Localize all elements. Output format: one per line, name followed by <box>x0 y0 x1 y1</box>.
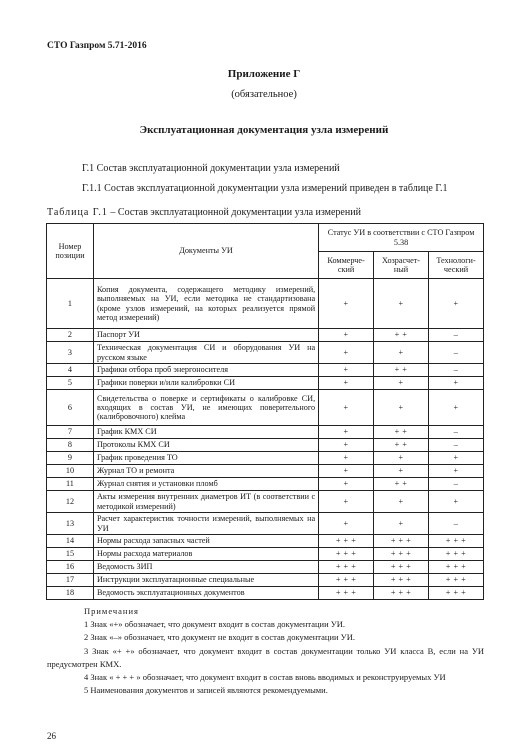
note-item: 1 Знак «+» обозначает, что документ входит в состав документации УИ. <box>84 619 346 630</box>
selfsupport-mark-cell: + + <box>374 329 429 342</box>
document-name-cell: Расчет характеристик точности измерений, выполняемых на УИ <box>93 513 318 535</box>
note-item: 2 Знак «–» обозначает, что документ не входит в состав документации УИ. <box>84 632 355 643</box>
row-number-cell: 1 <box>47 279 94 329</box>
header-commercial: Коммерче-ский <box>319 252 374 279</box>
table-caption-text: – Состав эксплуатационной документации узла измерений <box>107 207 361 218</box>
row-number-cell: 3 <box>47 342 94 364</box>
clause-number: Г.1.1 <box>82 183 102 194</box>
clause-g1 <box>82 163 340 174</box>
technological-mark-cell: – <box>429 329 484 342</box>
document-name-cell: Свидетельства о поверке и сертификаты о калибровке СИ, входящих в состав УИ, не имеющих поверительного (калибровочного) клейма <box>93 390 318 426</box>
technological-mark-cell: + + + <box>429 587 484 600</box>
row-number-cell: 16 <box>47 561 94 574</box>
table-row <box>47 491 484 513</box>
row-number-cell: 4 <box>47 364 94 377</box>
table-row <box>47 548 484 561</box>
selfsupport-mark-cell: + + + <box>374 548 429 561</box>
table-row <box>47 535 484 548</box>
document-name-cell: Журнал снятия и установки пломб <box>93 478 318 491</box>
selfsupport-mark-cell: + + <box>374 478 429 491</box>
note-item: 4 Знак « + + + » обозначает, что документ входит в состав вновь вводимых и реконструируемых УИ <box>84 671 446 682</box>
table-row <box>47 377 484 390</box>
row-number-cell: 7 <box>47 426 94 439</box>
commercial-mark-cell: + <box>319 329 374 342</box>
header-documents: Документы УИ <box>93 224 318 279</box>
header-position-number: Номер позиции <box>47 224 94 279</box>
row-number-cell: 18 <box>47 587 94 600</box>
document-name-cell: Нормы расхода материалов <box>93 548 318 561</box>
appendix-title: Приложение Г <box>227 68 301 80</box>
document-code: СТО Газпром 5.71-2016 <box>47 41 147 51</box>
technological-mark-cell: + <box>429 491 484 513</box>
technological-mark-cell: + <box>429 390 484 426</box>
commercial-mark-cell: + <box>319 390 374 426</box>
commercial-mark-cell: + <box>319 513 374 535</box>
table-row <box>47 390 484 426</box>
notes-heading: Примечания <box>84 606 139 616</box>
document-name-cell: График КМХ СИ <box>93 426 318 439</box>
selfsupport-mark-cell: + <box>374 465 429 478</box>
appendix-status: (обязательное) <box>231 89 297 100</box>
document-name-cell: Ведомость эксплуатационных документов <box>93 587 318 600</box>
selfsupport-mark-cell: + + + <box>374 561 429 574</box>
technological-mark-cell: – <box>429 439 484 452</box>
row-number-cell: 2 <box>47 329 94 342</box>
technological-mark-cell: + <box>429 279 484 329</box>
commercial-mark-cell: + <box>319 279 374 329</box>
document-name-cell: Графики поверки и/или калибровки СИ <box>93 377 318 390</box>
selfsupport-mark-cell: + <box>374 491 429 513</box>
selfsupport-mark-cell: + <box>374 279 429 329</box>
row-number-cell: 10 <box>47 465 94 478</box>
row-number-cell: 9 <box>47 452 94 465</box>
commercial-mark-cell: + <box>319 364 374 377</box>
clause-number: Г.1 <box>82 163 95 174</box>
commercial-mark-cell: + <box>319 478 374 491</box>
selfsupport-mark-cell: + <box>374 452 429 465</box>
technological-mark-cell: + + + <box>429 561 484 574</box>
selfsupport-mark-cell: + <box>374 342 429 364</box>
commercial-mark-cell: + <box>319 439 374 452</box>
commercial-mark-cell: + <box>319 342 374 364</box>
selfsupport-mark-cell: + <box>374 513 429 535</box>
clause-text: Состав эксплуатационной документации узла измерений <box>96 163 340 174</box>
note-item: 3 Знак «+ +» обозначает, что документ входит в состав документации только УИ класса В, если на УИ предусмотрен КМХ. <box>47 645 484 669</box>
table-row <box>47 561 484 574</box>
table-caption <box>47 207 361 218</box>
document-name-cell: Техническая документация СИ и оборудования УИ на русском языке <box>93 342 318 364</box>
document-name-cell: Инструкции эксплуатационные специальные <box>93 574 318 587</box>
technological-mark-cell: + <box>429 377 484 390</box>
commercial-mark-cell: + <box>319 491 374 513</box>
technological-mark-cell: + + + <box>429 535 484 548</box>
table-row <box>47 342 484 364</box>
document-name-cell: График проведения ТО <box>93 452 318 465</box>
document-name-cell: Протоколы КМХ СИ <box>93 439 318 452</box>
selfsupport-mark-cell: + + + <box>374 587 429 600</box>
row-number-cell: 17 <box>47 574 94 587</box>
selfsupport-mark-cell: + + + <box>374 535 429 548</box>
row-number-cell: 5 <box>47 377 94 390</box>
selfsupport-mark-cell: + + <box>374 439 429 452</box>
commercial-mark-cell: + + + <box>319 574 374 587</box>
commercial-mark-cell: + <box>319 465 374 478</box>
table-row <box>47 513 484 535</box>
technological-mark-cell: – <box>429 426 484 439</box>
document-name-cell: Ведомость ЗИП <box>93 561 318 574</box>
row-number-cell: 14 <box>47 535 94 548</box>
header-technological: Технологи-ческий <box>429 252 484 279</box>
document-name-cell: Паспорт УИ <box>93 329 318 342</box>
commercial-mark-cell: + <box>319 426 374 439</box>
row-number-cell: 11 <box>47 478 94 491</box>
note-item: 5 Наименования документов и записей являются рекомендуемыми. <box>84 685 328 696</box>
header-selfsupport: Хозрасчет-ный <box>374 252 429 279</box>
selfsupport-mark-cell: + + + <box>374 574 429 587</box>
technological-mark-cell: – <box>429 478 484 491</box>
technological-mark-cell: – <box>429 513 484 535</box>
table-row <box>47 452 484 465</box>
commercial-mark-cell: + + + <box>319 535 374 548</box>
selfsupport-mark-cell: + <box>374 390 429 426</box>
row-number-cell: 15 <box>47 548 94 561</box>
commercial-mark-cell: + + + <box>319 587 374 600</box>
documentation-table <box>46 223 484 600</box>
header-status: Статус УИ в соответствии с СТО Газпром 5.38 <box>319 224 484 252</box>
document-name-cell: Нормы расхода запасных частей <box>93 535 318 548</box>
section-title: Эксплуатационная документация узла измерений <box>139 124 389 136</box>
clause-text: Состав эксплуатационной документации узла измерений приведен в таблице Г.1 <box>104 183 448 194</box>
document-name-cell: Журнал ТО и ремонта <box>93 465 318 478</box>
table-row <box>47 329 484 342</box>
commercial-mark-cell: + + + <box>319 561 374 574</box>
row-number-cell: 6 <box>47 390 94 426</box>
selfsupport-mark-cell: + <box>374 377 429 390</box>
row-number-cell: 13 <box>47 513 94 535</box>
technological-mark-cell: + <box>429 465 484 478</box>
document-name-cell: Копия документа, содержащего методику измерений, выполняемых на УИ, если методика не стандартизована (кроме узлов измерений, на которых реализуется прямой метод измерений) <box>93 279 318 329</box>
selfsupport-mark-cell: + + <box>374 364 429 377</box>
commercial-mark-cell: + <box>319 452 374 465</box>
clause-g1-1 <box>82 183 448 194</box>
table-row <box>47 587 484 600</box>
technological-mark-cell: + + + <box>429 548 484 561</box>
technological-mark-cell: – <box>429 364 484 377</box>
document-name-cell: Акты измерения внутренних диаметров ИТ (в соответствии с методикой измерений) <box>93 491 318 513</box>
table-row <box>47 439 484 452</box>
commercial-mark-cell: + <box>319 377 374 390</box>
table-row <box>47 364 484 377</box>
commercial-mark-cell: + + + <box>319 548 374 561</box>
table-row <box>47 426 484 439</box>
table-row <box>47 478 484 491</box>
table-row <box>47 279 484 329</box>
notes-block <box>47 605 484 697</box>
technological-mark-cell: + + + <box>429 574 484 587</box>
page-number: 26 <box>47 731 56 741</box>
table-row <box>47 574 484 587</box>
table-row <box>47 465 484 478</box>
row-number-cell: 8 <box>47 439 94 452</box>
document-name-cell: Графики отбора проб энергоносителя <box>93 364 318 377</box>
selfsupport-mark-cell: + + <box>374 426 429 439</box>
technological-mark-cell: + <box>429 452 484 465</box>
row-number-cell: 12 <box>47 491 94 513</box>
table-caption-tag: Таблица Г.1 <box>47 207 108 218</box>
technological-mark-cell: – <box>429 342 484 364</box>
